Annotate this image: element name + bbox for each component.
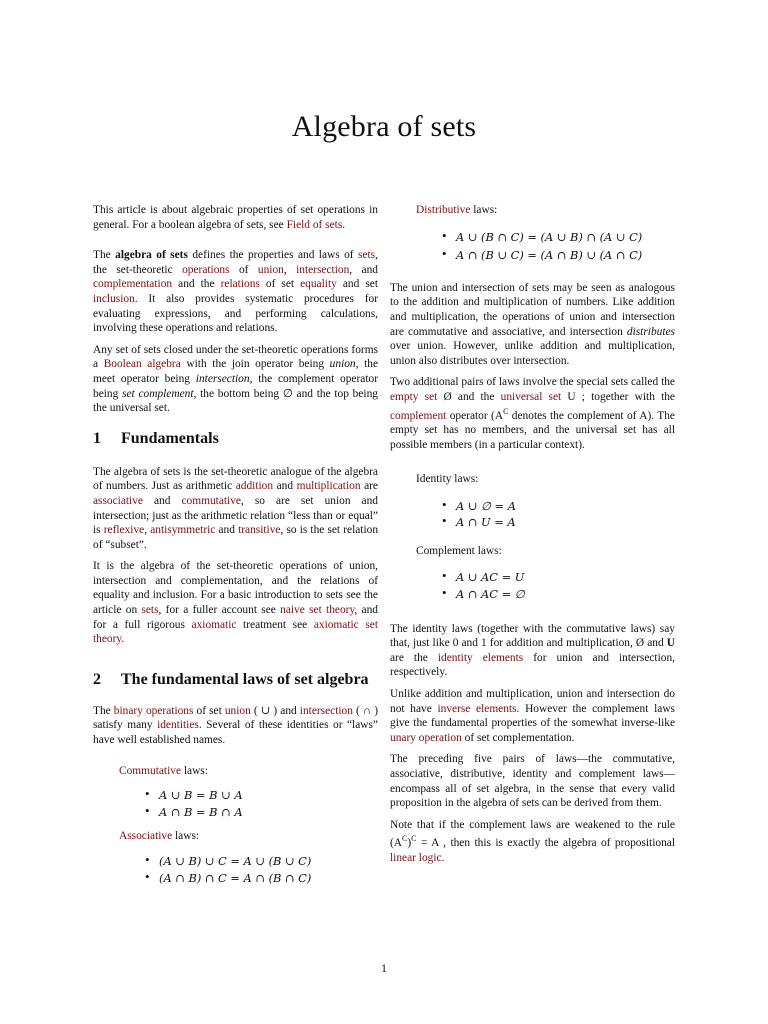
addition-link[interactable]: addition (235, 480, 274, 493)
section-heading-fundamentals: 1 Fundamentals (93, 429, 219, 447)
complement-laws-heading: Complement laws: (416, 544, 502, 557)
union-intersection-paragraph: The union and intersection of sets may be seen as analogous to the addition and multiplication of numbers. Like addition and multiplication, the operations of union and intersection are commutative and associative, and intersection distributes over union. However, unlike addition and multiplication, union also distributes over intersection. (390, 281, 675, 367)
multiplication-link[interactable]: multiplication (296, 480, 361, 493)
unary-operation-link[interactable]: unary operation (390, 731, 462, 744)
distributive-laws-list (390, 227, 675, 263)
inverse-paragraph: Unlike addition and multiplication, union and intersection do not have inverse elements. However the complement laws give the fundamental properties of the somewhat inverse-like unary operation of set complementation. (390, 688, 675, 744)
complementation-link[interactable]: complementation (93, 278, 173, 291)
identity-elements-link[interactable]: identity elements (437, 651, 524, 664)
binary-operations-link[interactable]: binary operations (113, 704, 194, 717)
reflexive-link[interactable]: reflexive (103, 524, 145, 537)
list-item: • (A ∩ B) ∩ C = A ∩ (B ∩ C) (145, 868, 312, 885)
sets-article-link[interactable]: sets (141, 604, 159, 617)
distributive-laws-heading: Distributive laws: (416, 204, 498, 216)
associative-link[interactable]: associative (93, 494, 143, 507)
five-pairs-paragraph: The preceding five pairs of laws—the commutative, associative, distributive, identity and complement laws—encompass all of set algebra, in the sense that every valid proposition in the algebra of sets can be derived from them. (390, 753, 675, 810)
list-item: • A ∪ (B ∩ C) = (A ∪ B) ∩ (A ∪ C) (442, 227, 643, 244)
universal-set-link[interactable]: universal set (500, 390, 562, 403)
page-number: 1 (381, 961, 387, 975)
list-item: • A ∪ AC = U (442, 568, 525, 585)
linear-logic-link[interactable]: linear logic (390, 851, 442, 864)
hatnote: This article is about algebraic properties of set operations in general. For a boolean algebra of sets, see Field of sets. (93, 204, 378, 231)
intro-paragraph: The algebra of sets defines the properties and laws of sets, the set-theoretic operations of union, intersection, and complementation and the relations of set equality and set inclusion. It also provides systematic procedures for evaluating expressions, and performing calculations, involving these operations and relations. (93, 249, 379, 335)
naive-set-theory-link[interactable]: naive set theory (280, 604, 355, 617)
associative-laws-heading: Associative laws: (119, 830, 200, 843)
field-of-sets-link[interactable]: Field of sets (286, 218, 343, 231)
distributive-laws-link[interactable]: Distributive (416, 204, 471, 216)
equality-link[interactable]: equality (300, 278, 337, 291)
associative-laws-link[interactable]: Associative (119, 830, 173, 843)
list-item: • A ∪ B = B ∪ A (145, 786, 243, 803)
union-link-2[interactable]: union (224, 704, 251, 717)
right-column (390, 203, 675, 872)
antisymmetric-link[interactable]: antisymmetric (150, 524, 216, 537)
commutative-link[interactable]: commutative (181, 494, 241, 507)
intersection-link-2[interactable]: intersection (299, 704, 353, 717)
identities-link[interactable]: identities (157, 719, 199, 732)
empty-set-link[interactable]: empty set (390, 390, 438, 403)
boolean-paragraph: Any set of sets closed under the set-theoretic operations forms a Boolean algebra with the join operator being union, the meet operator being intersection, the complement operator being set complement, the bottom being ∅ and the top being the universal set. (93, 343, 379, 415)
fundamentals-paragraph-1: The algebra of sets is the set-theoretic analogue of the algebra of numbers. Just as arithmetic addition and multiplication are associative and commutative, so are set union and intersection; just as the arithmetic relation “less than or equal” is reflexive, antisymmetric and transitive, so is the set relation of “subset”. (93, 465, 379, 551)
identity-elements-paragraph: The identity laws (together with the commutative laws) say that, just like 0 and 1 for addition and multiplication, Ø and U are the identity elements for union and intersection, respectively. (390, 622, 676, 679)
special-sets-paragraph: Two additional pairs of laws involve the special sets called the empty set Ø and the universal set U ; together with the complement operator ($A^C$ denotes the complement of A). The empty set has no members, and the universal set has all possible members (in a particular context). (390, 376, 675, 451)
commutative-laws-heading: Commutative laws: (119, 764, 208, 777)
complement-laws-list (390, 570, 675, 601)
commutative-laws-link[interactable]: Commutative (119, 764, 182, 777)
linear-logic-paragraph: Note that if the complement laws are weakened to the rule $(A^C)^C = A$ , then this is exactly the algebra of propositional linear logic. (390, 818, 675, 864)
commutative-laws-list (93, 788, 378, 819)
list-item: • A ∩ B = B ∩ A (145, 802, 243, 819)
inverse-elements-link[interactable]: inverse elements (437, 702, 517, 715)
union-link[interactable]: union (257, 263, 284, 276)
axiomatic-set-theory-link[interactable]: axiomatic set theory (93, 618, 378, 646)
inclusion-link[interactable]: inclusion (93, 292, 135, 305)
laws-intro-paragraph: The binary operations of set union ( ∪ ) and intersection ( ∩ ) satisfy many identities. Several of these identities or “laws” have well established names. (93, 704, 378, 747)
list-item: • A ∩ AC = ∅ (442, 585, 525, 602)
identity-laws-list (390, 496, 675, 530)
operations-link[interactable]: operations (182, 263, 230, 276)
list-item: • A ∩ U = A (442, 513, 516, 530)
list-item: • (A ∪ B) ∪ C = A ∪ (B ∪ C) (145, 852, 312, 868)
axiomatic-link[interactable]: axiomatic (191, 618, 237, 631)
transitive-link[interactable]: transitive (238, 524, 281, 537)
relations-link[interactable]: relations (220, 278, 260, 291)
associative-laws-list (93, 854, 378, 885)
boolean-algebra-link[interactable]: Boolean algebra (103, 358, 181, 371)
left-column (93, 203, 378, 895)
page-title: Algebra of sets (291, 110, 477, 143)
list-item: • A ∩ (B ∪ C) = (A ∩ B) ∪ (A ∩ C) (442, 246, 643, 263)
list-item: • A ∪ ∅ = A (442, 496, 516, 513)
fundamentals-paragraph-2: It is the algebra of the set-theoretic operations of union, intersection and complementation, and the relations of equality and inclusion. For a basic introduction to sets see the article on sets, for a fuller account see naive set theory, and for a full rigorous axiomatic treatment see axiomatic set theory. (93, 560, 378, 646)
intersection-link[interactable]: intersection (296, 263, 350, 276)
identity-laws-heading: Identity laws: (416, 473, 479, 486)
sets-link[interactable]: sets (358, 249, 376, 262)
complement-link[interactable]: complement (390, 409, 447, 422)
section-heading-fundamental-laws: 2 The fundamental laws of set algebra (93, 670, 369, 688)
